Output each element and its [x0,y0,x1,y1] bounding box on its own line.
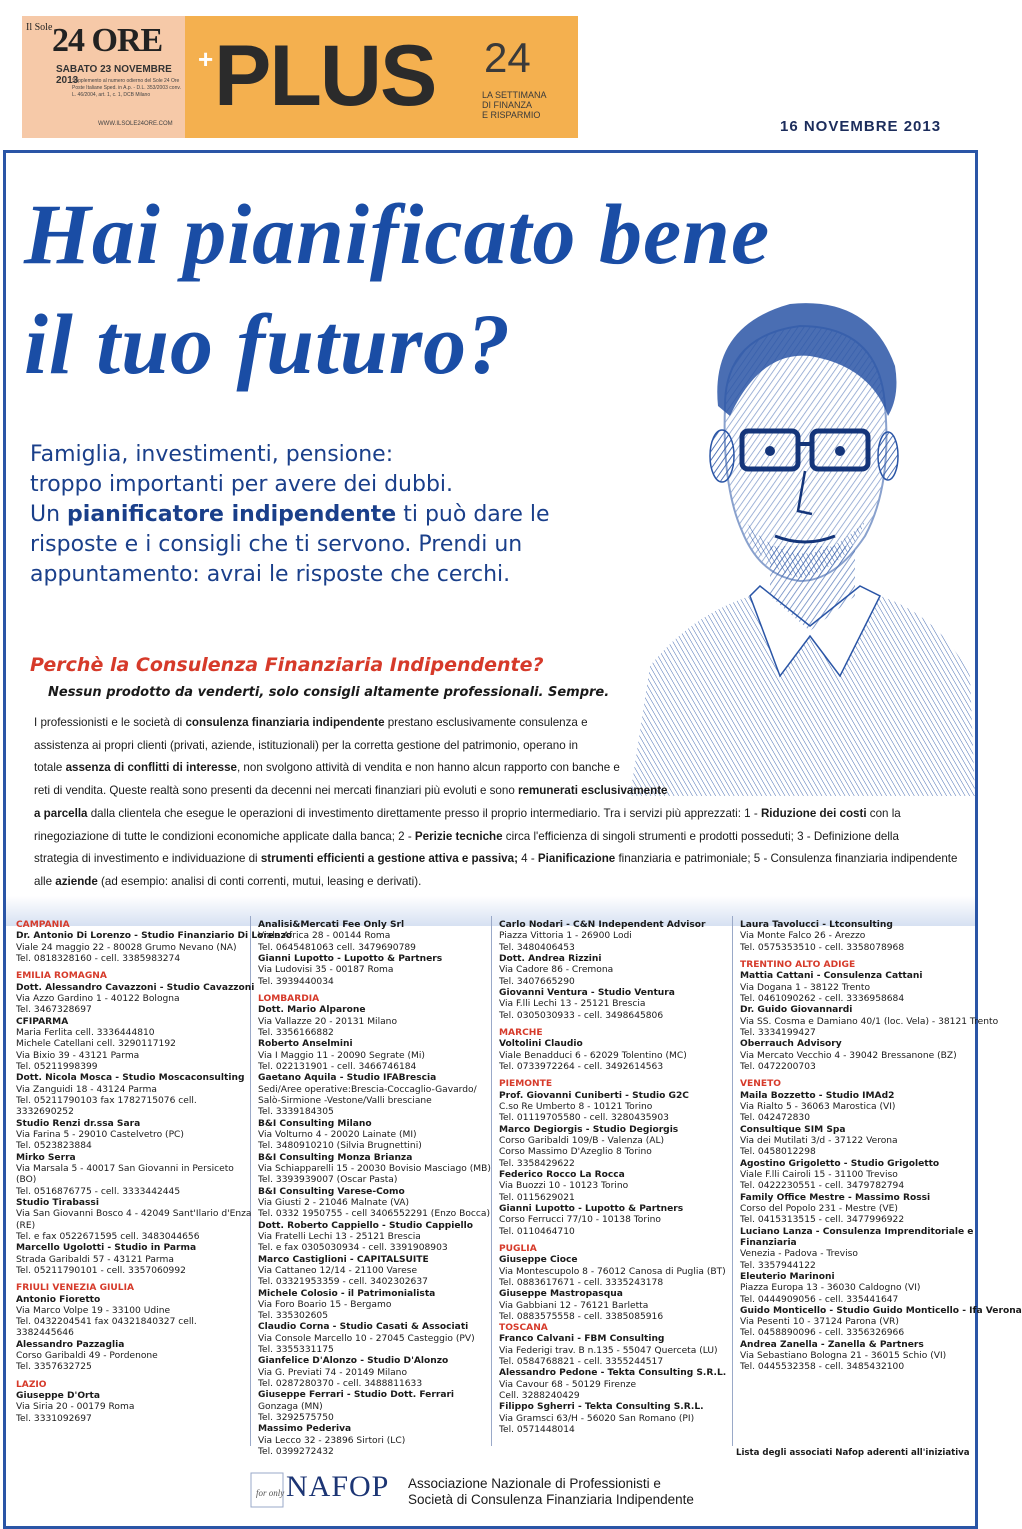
advisor-detail: Via Bixio 39 - 43121 Parma [16,1050,140,1061]
advisor-detail: Tel. 0818328160 - cell. 3385983274 [16,953,181,964]
advisor-detail: Tel. 0461090262 - cell. 3336958684 [740,993,905,1004]
advisor-detail: Via Schiapparelli 15 - 20030 Bovisio Masciago (MB) [258,1163,491,1174]
advisor-name: Gianni Lupotto - Lupotto & Partners [499,1203,684,1214]
advisor-detail: Via Sebastiano Bologna 21 - 36015 Schio (VI) [740,1351,947,1362]
advisor-name: Dott. Alessandro Cavazzoni - Studio Cavazzoni [16,982,255,993]
region-heading: TRENTINO ALTO ADIGE [740,959,856,970]
advisor-name: Dott. Roberto Cappiello - Studio Cappiello [258,1220,473,1231]
advisor-detail: Tel. 0444909056 - cell. 335441647 [740,1294,899,1305]
advisor-detail: Via Pesenti 10 - 37124 Parona (VR) [740,1317,899,1328]
advisor-detail: Via Cadore 86 - Cremona [499,965,614,976]
region-heading: TOSCANA [499,1323,548,1334]
body-text: , non svolgono attività di vendita e non hanno alcun rapporto con banche e [236,761,620,775]
body-emphasis: aziende [55,874,98,888]
region-heading: LAZIO [16,1379,47,1390]
plus-number: 24 [484,34,531,81]
advisor-detail: Tel. 3339184305 [258,1107,334,1118]
advisor-name: Franco Calvani - FBM Consulting [499,1334,665,1345]
advisor-detail: Tel. 3480910210 (Silvia Brugnettini) [258,1141,422,1152]
advisor-detail: Via Mercato Vecchio 4 - 39042 Bressanone (BZ) [740,1050,957,1061]
advisor-detail: Via Federigi trav. B n.135 - 55047 Querceta (LU) [499,1345,718,1356]
body-line [34,757,946,780]
advisor-name: Studio Tirabassi [16,1197,99,1208]
intro-line: Famiglia, investimenti, pensione: [30,442,394,467]
tagline-line-3: E RISPARMIO [482,110,541,120]
advisor-detail: Tel. 0523823884 [16,1141,92,1152]
advisor-name: Claudio Corna - Studio Casati & Associati [258,1322,469,1333]
intro-line: appuntamento: avrai le risposte che cerchi. [30,562,511,587]
advisor-name: Andrea Zanella - Zanella & Partners [740,1339,924,1350]
advisor-detail: Tel. 3357944122 [740,1260,816,1271]
advisor-detail: Via Rialto 5 - 36063 Marostica (VI) [740,1101,896,1112]
nafop-logo-script: for only [256,1488,285,1498]
advisor-name: B&I Consulting Monza Brianza [258,1152,413,1163]
advisor-detail: Via Siria 20 - 00179 Roma [16,1402,135,1413]
advisor-detail: Tel. e fax 0522671595 cell. 3483044656 [16,1231,200,1242]
advisor-detail: Tel. 0422230551 - cell. 3479782794 [740,1181,905,1192]
advisor-name: Alessandro Pazzaglia [16,1339,125,1350]
headline-line-2: il tuo futuro? [24,296,512,392]
nafop-description-line-1: Associazione Nazionale di Professionisti e [408,1476,661,1491]
advisor-detail: Via SS. Cosma e Damiano 40/1 (loc. Vela) - 38121 Trento [740,1016,999,1027]
nafop-logo-icon [250,1472,284,1508]
body-line [34,826,946,849]
advisor-detail: Tel. 3357632725 [16,1362,92,1373]
advisor-name: Gianfelice D'Alonzo - Studio D'Alonzo [258,1356,449,1367]
advisor-detail: Tel. 0733972264 - cell. 3492614563 [499,1061,664,1072]
masthead-banner [22,16,578,138]
advisor-detail: Tel. 3467328697 [16,1005,92,1016]
advisor-name: Dr. Antonio Di Lorenzo - Studio Finanziario Di Lorenzo [16,931,293,942]
advisor-detail: Via Dogana 1 - 38122 Trento [740,982,871,993]
advisor-detail: Tel. 0458012298 [740,1147,816,1158]
advisor-detail: Salò-Sirmione -Vestone/Valli bresciane [258,1095,432,1106]
advisor-detail: Via Vallazze 20 - 20131 Milano [258,1016,398,1027]
body-text: dalla clientela che esegue le operazioni di investimento direttamente presso il proprio intermediario. Tra i servizi più apprezzati: 1 - [87,806,761,820]
region-heading: FRIULI VENEZIA GIULIA [16,1283,135,1294]
sole-24-ore-logo-box [22,16,185,138]
advisor-detail: Via Lecco 32 - 23896 Sirtori (LC) [258,1435,406,1446]
sole-website: WWW.ILSOLE24ORE.COM [98,121,173,127]
advisor-detail: Tel. 0115629021 [499,1192,575,1203]
body-line [34,803,946,826]
nafop-description [408,1476,694,1508]
advisor-detail: Michele Catellani cell. 3290117192 [16,1039,176,1050]
advisor-name: Finanziaria [740,1237,797,1248]
advisor-detail: Tel. 0287280370 - cell. 3488811633 [258,1379,423,1390]
advisor-detail: Via Cattaneo 12/14 - 21100 Varese [258,1265,418,1276]
advisor-name: Family Office Mestre - Massimo Rossi [740,1192,931,1203]
body-emphasis: a parcella [34,806,88,820]
advisor-name: Studio Renzi dr.ssa Sara [16,1118,141,1129]
advisor-detail: Tel. 05211790103 fax 1782715076 cell. [16,1095,197,1106]
advisor-detail: Via Ludovisi 35 - 00187 Roma [258,965,394,976]
advisor-detail: Tel. 05211790101 - cell. 3357060992 [16,1265,186,1276]
advisor-name: Filippo Sgherri - Tekta Consulting S.R.L. [499,1402,704,1413]
body-text: totale [34,761,66,775]
advisor-name: Giuseppe Ferrari - Studio Dott. Ferrari [258,1390,455,1401]
advisor-detail: Venezia - Padova - Treviso [740,1249,858,1260]
advisor-detail: Maria Ferlita cell. 3336444810 [16,1027,155,1038]
advisor-detail: Via Volturno 4 - 20020 Lainate (MI) [258,1129,417,1140]
why-subtitle: Nessun prodotto da venderti, solo consigli altamente professionali. Sempre. [48,685,610,700]
advisor-detail: Via I Maggio 11 - 20090 Segrate (Mi) [258,1050,425,1061]
body-line [34,848,958,871]
advisor-name: Giuseppe Mastropasqua [499,1289,623,1300]
advisor-name: Michele Colosio - il Patrimonialista [258,1288,436,1299]
plus-tagline [482,90,547,120]
body-emphasis: assenza di conflitti di interesse [65,761,237,775]
advisor-name: Alessandro Pedone - Tekta Consulting S.R.L. [499,1368,727,1379]
advisor-detail: Corso Garibaldi 49 - Pordenone [16,1351,158,1362]
advisor-detail: Tel. 0584768821 - cell. 3355244517 [499,1357,664,1368]
intro-line [30,500,630,530]
publication-date: 16 NOVEMBRE 2013 [780,118,942,135]
directory-column-3 [499,920,735,1436]
advisor-detail: Via Foro Boario 15 - Bergamo [258,1299,392,1310]
body-text: (ad esempio: analisi di conti correnti, mutui, leasing e derivati). [97,874,422,888]
advisor-detail: Tel. e fax 0305030934 - cell. 3391908903 [258,1243,448,1254]
advisor-detail: Viale Benadduci 6 - 62029 Tolentino (MC) [499,1050,687,1061]
advisor-detail: Via G. Previati 74 - 20149 Milano [258,1367,408,1378]
advisor-detail: Tel. 3331092697 [16,1413,92,1424]
advisor-detail: Tel. 042472830 [740,1113,810,1124]
advisor-detail: Tel. 0571448014 [499,1425,575,1436]
advisor-detail: (BO) [16,1175,37,1186]
advisor-detail: Corso Ferrucci 77/10 - 10138 Torino [499,1215,661,1226]
members-list-credit: Lista degli associati Nafop aderenti all'iniziativa [736,1448,970,1458]
advisor-detail: Piazza Europa 13 - 36030 Caldogno (VI) [740,1283,921,1294]
body-text: rinegoziazione di tutte le condizioni economiche applicate dalla banca; 2 - [34,829,415,843]
body-text: reti di vendita. Queste realtà sono presenti da decenni nei mercati finanziari più evoluti e sono [34,784,518,798]
tagline-line-2: DI FINANZA [482,100,533,110]
advisor-name: Antonio Fioretto [16,1294,101,1305]
advisor-name: Dott. Andrea Rizzini [499,953,602,964]
region-heading: EMILIA ROMAGNA [16,971,107,982]
advisor-detail: Via Giusti 2 - 21046 Malnate (VA) [258,1197,410,1208]
advisor-detail: Tel. 0575353510 - cell. 3358078968 [740,942,905,953]
advisor-detail: Tel. 3407665290 [499,976,575,987]
plus-sign-icon: + [198,44,214,74]
advisor-detail: Tel. 3358429622 [499,1158,575,1169]
sole-label: Il Sole [26,22,53,33]
body-text: circa l'efficienza di singoli strumenti e prodotti posseduti; 3 - Definizione della [502,829,899,843]
advisor-detail: Corso Massimo D'Azeglio 8 Torino [499,1147,652,1158]
advisor-detail: Tel. 0332 1950755 - cell 3406552291 (Enzo Bocca) [258,1209,491,1220]
intro-emphasis: pianificatore indipendente [67,502,397,527]
directory-column-2 [258,920,494,1458]
body-line [34,712,946,735]
intro-paragraph [30,440,630,590]
advisor-detail: Tel. 0645481063 cell. 3479690789 [258,942,416,953]
intro-text: Un [30,502,68,527]
advisor-name: Guido Monticello - Studio Guido Monticello - Ifa Verona [740,1305,1022,1316]
advisor-name: Giovanni Ventura - Studio Ventura [499,987,675,998]
advisor-detail: Via Montescupolo 8 - 76012 Canosa di Puglia (BT) [499,1266,726,1277]
advisor-detail: Piazza Vittoria 1 - 26900 Lodi [499,931,632,942]
advisor-detail: Via Farina 5 - 29010 Castelvetro (PC) [16,1129,184,1140]
advisor-detail: Tel. 022131901 - cell. 3466746184 [258,1061,417,1072]
advisor-name: Mirko Serra [16,1152,76,1163]
advisor-detail: Tel. 0458890096 - cell. 3356326966 [740,1328,905,1339]
region-heading: LOMBARDIA [258,993,320,1004]
advisor-detail: Tel. 01119705580 - cell. 3280435903 [499,1113,669,1124]
advisor-name: Prof. Giovanni Cuniberti - Studio G2C [499,1090,689,1101]
body-text: alle [34,874,56,888]
advisor-detail: Tel. 3292575750 [258,1413,334,1424]
advisor-detail: Tel. 0415313515 - cell. 3477996922 [740,1215,905,1226]
body-emphasis: Pianificazione [537,852,616,866]
body-text: prestano esclusivamente consulenza e [384,716,588,729]
advisor-detail: Cell. 3288240429 [499,1391,580,1402]
advisor-detail: Tel. 3355331175 [258,1345,334,1356]
advisor-name: Massimo Pederiva [258,1424,352,1435]
nafop-logo-text: NAFOP [286,1470,390,1503]
advisor-detail: 3382445646 [16,1328,74,1339]
advisor-detail: Tel. 3939440034 [258,976,334,987]
intro-text: ti può dare le [396,502,550,527]
advisor-name: Voltolini Claudio [499,1039,583,1050]
advisor-name: Carlo Nodari - C&N Independent Advisor [499,920,706,930]
advisor-detail: Tel. 0399272432 [258,1447,334,1458]
advisor-detail: C.so Re Umberto 8 - 10121 Torino [499,1101,653,1112]
region-heading: MARCHE [499,1027,543,1038]
advisor-name: Gianni Lupotto - Lupotto & Partners [258,953,443,964]
body-emphasis: Perizie tecniche [414,829,503,843]
body-paragraph [34,712,958,894]
advisor-name: Mattia Cattani - Consulenza Cattani [740,971,923,982]
advisor-detail: Tel. 0305030933 - cell. 3498645806 [499,1010,664,1021]
advisor-detail: Corso del Popolo 231 - Mestre (VE) [740,1203,898,1214]
advisor-detail: Via Marsala 5 - 40017 San Giovanni in Persiceto [16,1163,234,1174]
advisor-name: Maila Bozzetto - Studio IMAd2 [740,1090,895,1101]
advisor-detail: Via Console Marcello 10 - 27045 Casteggio (PV) [258,1333,475,1344]
advisor-detail: Via San Giovanni Bosco 4 - 42049 Sant'Ilario d'Enza [16,1209,252,1220]
advisor-detail: Via Buozzi 10 - 10123 Torino [499,1181,629,1192]
body-emphasis: remunerati esclusivamente [518,784,668,798]
advisor-detail: Tel. 0883617671 - cell. 3335243178 [499,1277,664,1288]
advisor-detail: Via Gramsci 63/H - 56020 San Romano (PI) [499,1413,695,1424]
intro-line: troppo importanti per avere dei dubbi. [30,472,454,497]
advisor-detail: Tel. 0110464710 [499,1226,575,1237]
advisor-name: Federico Rocco La Rocca [499,1169,625,1180]
body-text: finanziaria e patrimoniale; 5 - Consulenza finanziaria indipendente [615,852,958,866]
advisor-detail: Sedi/Aree operative:Brescia-Coccaglio-Gavardo/ [258,1084,477,1095]
advisor-detail: Tel. 0432204541 fax 04321840327 cell. [16,1317,197,1328]
tagline-line-1: LA SETTIMANA [482,90,547,100]
advisor-name: B&I Consulting Milano [258,1118,372,1129]
body-line [34,871,946,894]
body-line: assistenza ai propri clienti (privati, aziende, istituzionali) per la corretta gestione del patrimonio, operano in [34,738,578,752]
advisor-detail: Tel. 3393939007 (Oscar Pasta) [258,1175,398,1186]
advisor-detail: 3332690252 [16,1107,74,1118]
region-heading: CAMPANIA [16,920,70,930]
advisor-detail: Via Gabbiani 12 - 76121 Barletta [499,1300,649,1311]
sole-date: SABATO 23 NOVEMBRE 2013 [56,64,172,86]
advisor-name: Laura Tavolucci - Ltconsulting [740,920,893,930]
advisor-detail: Via Zanguidi 18 - 43124 Parma [16,1084,157,1095]
advisor-detail: Tel. 0516876775 - cell. 3333442445 [16,1186,181,1197]
advisor-detail: Strada Garibaldi 57 - 43121 Parma [16,1254,174,1265]
advisor-detail: Gonzaga (MN) [258,1401,323,1412]
advisor-name: Agostino Grigoletto - Studio Grigoletto [740,1158,940,1169]
advisor-detail: Via F.lli Lechi 13 - 25121 Brescia [499,999,646,1010]
advisor-name: CFIPARMA [16,1016,69,1027]
advisor-name: Giuseppe D'Orta [16,1391,101,1402]
advisor-name: Gaetano Aquila - Studio IFABrescia [258,1073,437,1084]
advisor-detail: Tel. 0883575558 - cell. 3385085916 [499,1311,664,1322]
advisor-name: Dr. Guido Giovannardi [740,1005,853,1016]
advisor-name: Roberto Anselmini [258,1039,353,1050]
region-heading: PIEMONTE [499,1079,553,1090]
advisor-name: Oberrauch Advisory [740,1039,842,1050]
body-text: I professionisti e le società di [34,716,186,729]
why-title: Perchè la Consulenza Finanziaria Indipendente? [30,654,544,676]
advisor-name: Marcello Ugolotti - Studio in Parma [16,1243,197,1254]
advisor-name: Luciano Lanza - Consulenza Imprenditoriale e [740,1226,974,1237]
body-line [34,780,946,803]
headline-line-1: Hai pianificato bene [24,186,771,282]
advisor-detail: Tel. 03321953359 - cell. 3402302637 [258,1277,428,1288]
body-emphasis: consulenza finanziaria indipendente [185,716,385,729]
advisor-detail: Via dei Mutilati 3/d - 37122 Verona [740,1135,898,1146]
advisor-detail: Viale 24 maggio 22 - 80028 Grumo Nevano (NA) [16,942,237,953]
advisor-name: Eleuterio Marinoni [740,1271,835,1282]
body-emphasis: Riduzione dei costi [760,806,867,820]
nafop-description-line-2: Società di Consulenza Finanziaria Indipendente [408,1492,694,1507]
body-emphasis: strumenti efficienti a gestione attiva e passiva; [260,852,518,866]
advisor-name: Analisi&Mercati Fee Only Srl [258,920,405,930]
directory-column-4 [740,920,1022,1374]
advisor-detail: Viale F.lli Cairoli 15 - 31100 Treviso [740,1169,898,1180]
advisor-detail: Tel. 3480406453 [499,942,575,953]
advisor-name: Giuseppe Cioce [499,1255,578,1266]
advisor-name: Marco Castiglioni - CAPITALSUITE [258,1254,429,1265]
region-heading: VENETO [740,1079,782,1090]
body-text: 4 - [517,852,538,866]
advisor-name: Dott. Nicola Mosca - Studio Moscaconsulting [16,1073,245,1084]
advisor-detail: Via Monte Falco 26 - Arezzo [740,931,866,942]
body-text: strategia di investimento e individuazione di [34,852,261,866]
intro-line: risposte e i consigli che ti servono. Prendi un [30,532,523,557]
advisor-detail: Corso Garibaldi 109/B - Valenza (AL) [499,1135,665,1146]
advisor-detail: Via Cavour 68 - 50129 Firenze [499,1379,637,1390]
advisor-detail: Tel. 3334199427 [740,1027,816,1038]
body-text: con la [866,806,901,820]
advisor-detail: Tel. 0472200703 [740,1061,816,1072]
advisor-name: Marco Degiorgis - Studio Degiorgis [499,1124,679,1135]
advisor-detail: Tel. 3356166882 [258,1027,334,1038]
advisor-detail: Via Marco Volpe 19 - 33100 Udine [16,1305,171,1316]
advisor-name: B&I Consulting Varese-Como [258,1186,405,1197]
sole-fine-print: Supplemento al numero odierno del Sole 24 Ore Poste Italiane Sped. in A.p. - D.L. 353/2003 conv. L. 46/2004, art. 1, c. 1, DCB Milano [72,78,181,98]
advisor-detail: Via Fratelli Lechi 13 - 25121 Brescia [258,1231,421,1242]
sole-logo-text: 24 ORE [52,22,163,59]
advisor-detail: Tel. 335302605 [258,1311,328,1322]
advisor-name: Dott. Mario Alparone [258,1005,366,1016]
region-heading: PUGLIA [499,1243,537,1254]
advisor-detail: Tel. 0445532358 - cell. 3485432100 [740,1362,905,1373]
advisor-detail: Viale Africa 28 - 00144 Roma [258,931,391,942]
advisor-detail: (RE) [16,1220,36,1231]
plus-logo-text: PLUS [214,28,436,124]
advisor-detail: Via Azzo Gardino 1 - 40122 Bologna [16,993,180,1004]
advisor-name: Consultique SIM Spa [740,1124,846,1135]
advisor-detail: Tel. 05211998399 [16,1061,98,1072]
